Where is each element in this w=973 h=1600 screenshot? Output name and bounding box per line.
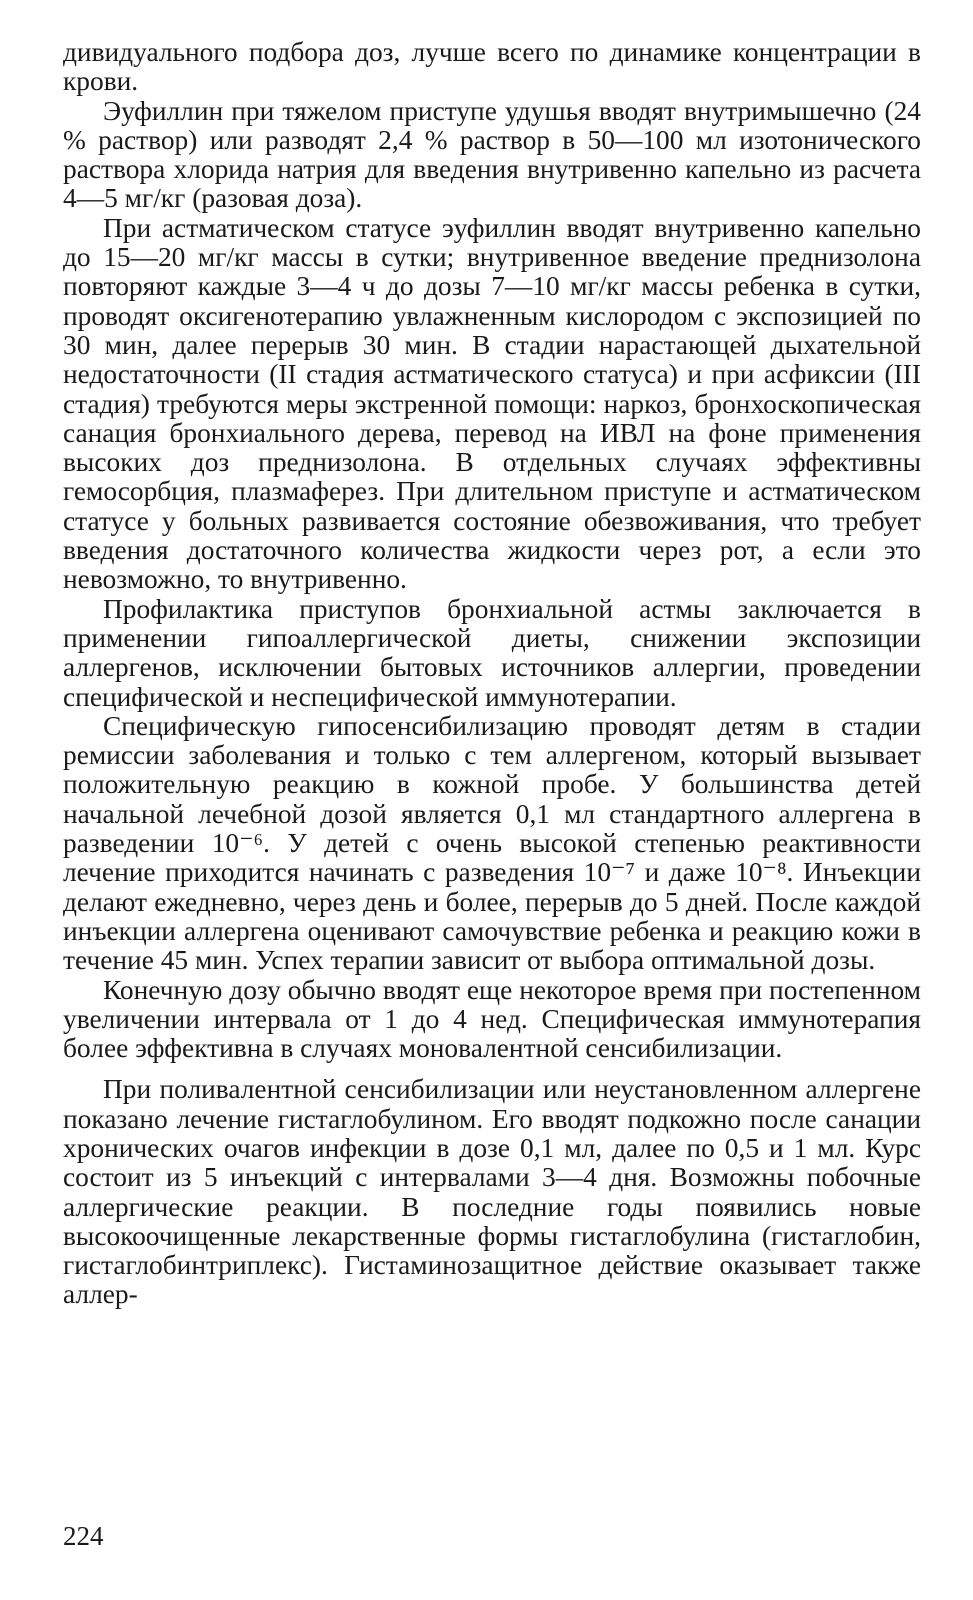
page-number: 224 — [63, 1521, 104, 1551]
page-text — [63, 38, 921, 1310]
paragraph-3: При астматическом статусе эуфиллин вводят внутривенно капельно до 15—20 мг/кг массы в сутки; внутривенное введение преднизолона повторяют каждые 3—4 ч до дозы 7—10 мг/кг массы ребенка в сутки, проводят оксигенотерапию увлажненным кислородом с экспозицией по 30 мин, далее перерыв 30 мин. В стадии нарастающей дыхательной недостаточности (II стадия астматического статуса) и при асфиксии (III стадия) требуются меры экстренной помощи: наркоз, бронхоскопическая санация бронхиального дерева, перевод на ИВЛ на фоне применения высоких доз преднизолона. В отдельных случаях эффективны гемосорбция, плазмаферез. При длительном приступе и астматическом статусе у больных развивается состояние обезвоживания, что требует введения достаточного количества жидкости через рот, а если это невозможно, то внутривенно. — [63, 212, 921, 595]
paragraph-7: При поливалентной сенсибилизации или неустановленном аллергене показано лечение гистаглобулином. Его вводят подкожно после санации хронических очагов инфекции в дозе 0,1 мл, далее по 0,5 и 1 мл. Курс состоит из 5 инъекций с интервалами 3—4 дня. Возможны побочные аллергические реакции. В последние годы появились новые высокоочищенные лекарственные формы гистаглобулина (гистаглобин, гистаглобинтриплекс). Гистаминозащитное действие оказывает также аллер- — [63, 1074, 921, 1310]
paragraph-4: Профилактика приступов бронхиальной астмы заключается в применении гипоаллергической диеты, снижении экспозиции аллергенов, исключении бытовых источников аллергии, проведении специфической и неспецифической иммунотерапии. — [63, 593, 921, 712]
paragraph-2: Эуфиллин при тяжелом приступе удушья вводят внутримышечно (24 % раствор) или разводят 2,4 % раствор в 50—100 мл изотонического раствора хлорида натрия для введения внутривенно капельно из расчета 4—5 мг/кг (разовая доза). — [63, 95, 921, 214]
paragraph-5: Специфическую гипосенсибилизацию проводят детям в стадии ремиссии заболевания и только с тем аллергеном, который вызывает положительную реакцию в кожной пробе. У большинства детей начальной лечебной дозой является 0,1 мл стандартного аллергена в разведении 10⁻⁶. У детей с очень высокой степенью реактивности лечение приходится начинать с разведения 10⁻⁷ и даже 10⁻⁸. Инъекции делают ежедневно, через день и более, перерыв до 5 дней. После каждой инъекции аллергена оценивают самочувствие ребенка и реакцию кожи в течение 45 мин. Успех терапии зависит от выбора оптимальной дозы. — [63, 710, 921, 976]
paragraph-6: Конечную дозу обычно вводят еще некоторое время при постепенном увеличении интервала от 1 до 4 нед. Специфическая иммунотерапия более эффективна в случаях моновалентной сенсибилизации. — [63, 974, 921, 1064]
paragraph-1: дивидуального подбора доз, лучше всего по динамике концентрации в крови. — [63, 37, 921, 97]
